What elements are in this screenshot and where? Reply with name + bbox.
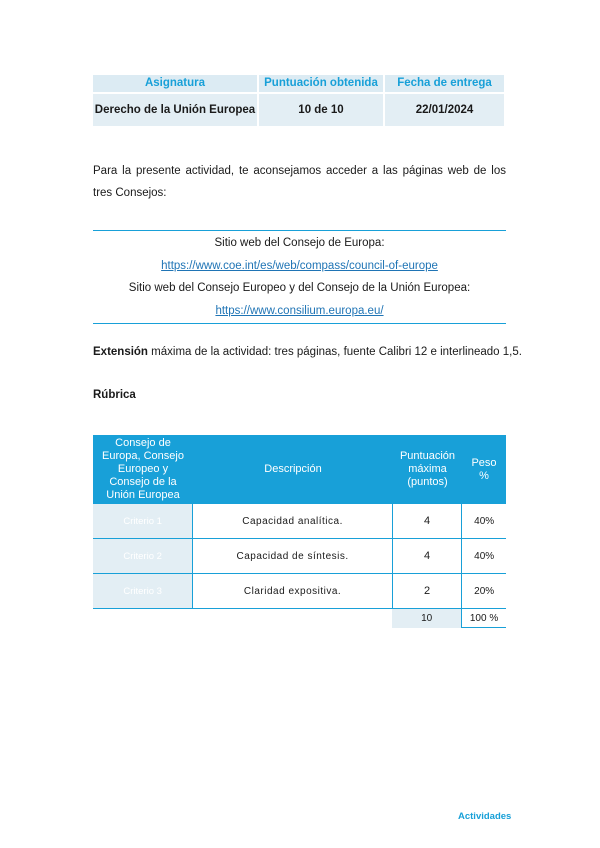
rubric-total-puntos: 10	[392, 609, 462, 628]
link-label-consilium: Sitio web del Consejo Europeo y del Consejo de la Unión Europea:	[128, 282, 471, 294]
rubric-puntos: 2	[393, 574, 463, 608]
link-consilium[interactable]: https://www.consilium.europa.eu/	[215, 304, 384, 317]
info-header-fecha: Fecha de entrega	[385, 75, 504, 92]
rubric-criterio: Criterio 2	[93, 539, 193, 573]
extension-bold: Extensión	[93, 346, 148, 358]
rubric-header-row	[93, 435, 506, 504]
rubric-criterio: Criterio 3	[93, 574, 193, 608]
info-header-asignatura: Asignatura	[93, 75, 257, 92]
intro-paragraph: Para la presente actividad, te aconsejamos acceder a las páginas web de los tres Consejos:	[93, 165, 506, 199]
extension-text	[93, 346, 522, 358]
rubric-row	[93, 504, 506, 539]
info-table	[93, 75, 506, 126]
info-value-row	[93, 92, 506, 126]
rubric-descripcion: Capacidad de síntesis.	[193, 539, 393, 573]
link-label-coe: Sitio web del Consejo de Europa:	[214, 237, 385, 249]
rubric-peso: 40%	[474, 550, 495, 562]
rubric-header-descripcion: Descripción	[264, 463, 322, 475]
extension-rest: máxima de la actividad: tres páginas, fuente Calibri 12 e interlineado 1,5.	[147, 346, 522, 358]
rubric-row	[93, 574, 506, 609]
link-coe[interactable]: https://www.coe.int/es/web/compass/council-of-europe	[161, 259, 438, 272]
rubric-puntos: 4	[393, 504, 463, 538]
links-box	[93, 230, 506, 324]
rubric-descripcion: Capacidad analítica.	[193, 504, 393, 538]
info-value-asignatura: Derecho de la Unión Europea	[93, 94, 257, 126]
rubric-table	[93, 435, 506, 628]
rubric-header-consejo: Consejo de Europa, Consejo Europeo y Consejo de la Unión Europea	[102, 437, 184, 501]
info-value-fecha: 22/01/2024	[385, 94, 504, 126]
rubric-peso: 40%	[474, 515, 495, 527]
info-value-puntuacion: 10 de 10	[259, 94, 383, 126]
rubric-header-puntuacion: Puntuación máxima (puntos)	[399, 450, 456, 488]
rubric-puntos: 4	[393, 539, 463, 573]
footer-section-label: Actividades	[458, 811, 512, 822]
info-header-puntuacion: Puntuación obtenida	[259, 75, 383, 92]
rubric-total-spacer-2	[193, 609, 393, 628]
info-header-row	[93, 75, 506, 92]
rubric-peso: 20%	[474, 585, 495, 597]
rubric-descripcion: Claridad expositiva.	[193, 574, 393, 608]
rubric-total-spacer-1	[93, 609, 193, 628]
rubric-header-peso: Peso %	[471, 456, 497, 482]
rubric-row	[93, 539, 506, 574]
rubric-criterio: Criterio 1	[93, 504, 193, 538]
rubric-total-row	[93, 609, 506, 628]
rubrica-title: Rúbrica	[93, 389, 136, 401]
rubric-total-peso: 100 %	[462, 609, 506, 628]
